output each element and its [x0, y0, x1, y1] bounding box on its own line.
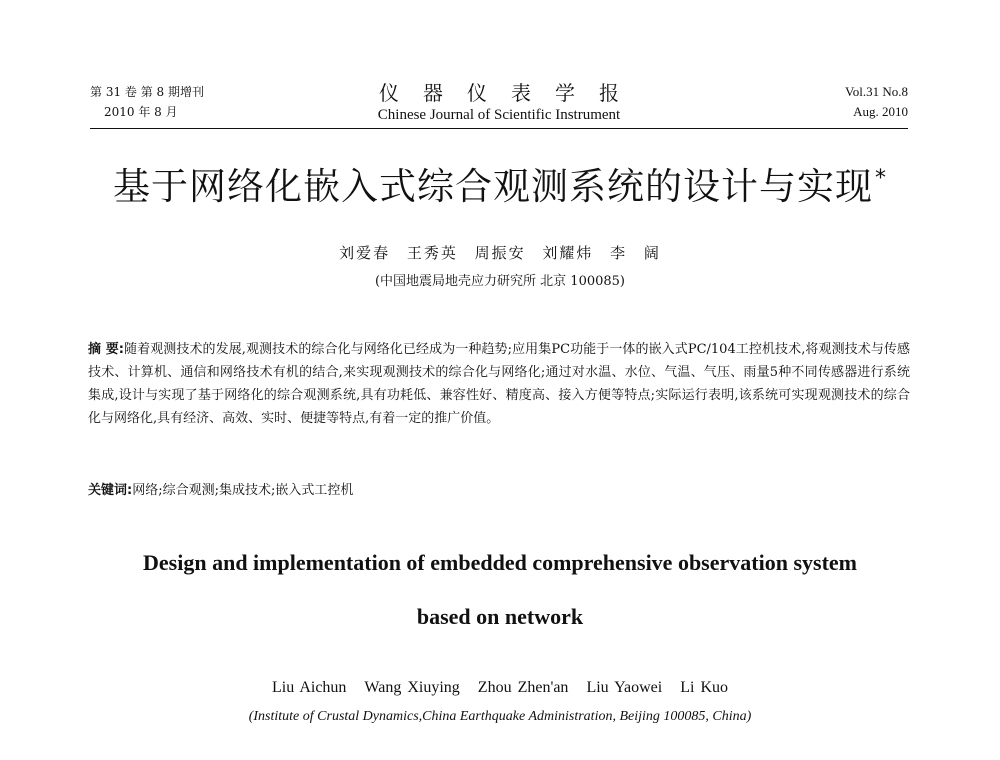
volume-info-en — [845, 82, 908, 122]
journal-header — [90, 82, 908, 130]
journal-name-en: Chinese Journal of Scientific Instrument — [377, 107, 621, 123]
volume-issue: 第 31 卷 第 8 期增刊 — [90, 85, 204, 99]
vol-no: Vol.31 No.8 — [845, 84, 908, 99]
author-en: Wang Xiuying — [364, 679, 460, 696]
keywords — [88, 481, 910, 501]
paper-title-en-line2: based on network — [416, 604, 584, 629]
header-divider — [90, 128, 908, 129]
issue-date-cn: 2010 年 8 月 — [104, 105, 178, 119]
keywords-text: 网络;综合观测;集成技术;嵌入式工控机 — [132, 483, 354, 498]
journal-name-cn: 仪器仪表学报 — [379, 81, 643, 105]
abstract — [88, 338, 910, 430]
affiliation-cn: (中国地震局地壳应力研究所 北京 100085) — [374, 274, 626, 289]
abstract-text: 随着观测技术的发展,观测技术的综合化与网络化已经成为一种趋势;应用集PC功能于一体的嵌入式PC/104工控机技术,将观测技术与传感技术、计算机、通信和网络技术有机的结合,来实现观测技术的综合化与网络化;通过对水温、水位、气温、气压、雨量5种不同传感器进行系统集成,设计与实现了基于网络化的综合观测系统,具有功耗低、兼容性好、精度高、接入方便等特点;实际运行表明,该系统可实现观测技术的综合化与网络化,具有经济、高效、实时、便捷等特点,有着一定的推广价值。 — [88, 342, 910, 426]
issue-date-en: Aug. 2010 — [853, 104, 908, 119]
keywords-label: 关键词: — [88, 483, 133, 498]
authors-en — [0, 678, 1000, 698]
paper-title-cn-text: 基于网络化嵌入式综合观测系统的设计与实现 — [113, 165, 873, 208]
abstract-label: 摘 要: — [88, 342, 124, 357]
author-en: Li Kuo — [680, 679, 728, 696]
author-en: Zhou Zhen'an — [477, 679, 569, 696]
affiliation-en: (Institute of Crustal Dynamics,China Earthquake Administration, Beijing 100085, China) — [248, 709, 752, 724]
author-en: Liu Aichun — [271, 679, 347, 696]
authors-cn: 刘爱春 王秀英 周振安 刘耀炜 李 阔 — [339, 244, 661, 262]
paper-title-cn — [0, 156, 1000, 210]
title-footnote-mark: * — [875, 166, 887, 191]
author-en: Liu Yaowei — [586, 679, 663, 696]
paper-title-en-line1: Design and implementation of embedded comprehensive observation system — [143, 550, 857, 575]
journal-name — [90, 82, 908, 126]
